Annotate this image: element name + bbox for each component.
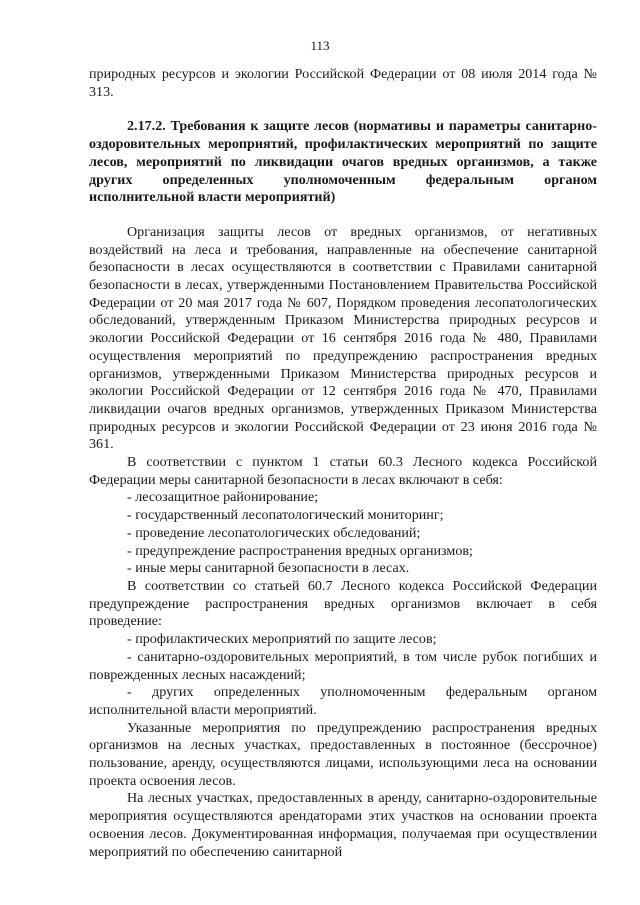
list-item: - проведение лесопатологических обследований; xyxy=(127,524,421,541)
list-item: - государственный лесопатологический мониторинг; xyxy=(127,507,444,524)
page-number: 113 xyxy=(310,38,330,53)
list-item: - лесозащитное районирование; xyxy=(127,489,319,506)
paragraph-sanitary-measures: В соответствии с пунктом 1 статьи 60.3 Лесного кодекса Российской Федерации меры санитарной безопасности в лесах включают в себя: xyxy=(89,454,597,488)
paragraph-executors: Указанные мероприятия по предупреждению распространения вредных организмов на лесных участках, предоставленных в постоянное (бессрочное) пользование, аренду, осуществляются лицами, использующими леса на основании проекта освоения лесов. xyxy=(89,719,597,789)
paragraph-organization: Организация защиты лесов от вредных организмов, от негативных воздействий на леса и требования, направленные на обеспечение санитарной безопасности в лесах осуществляются в соответствии с Правилами санитарной безопасности в лесах, утвержденными Постановлением Правительства Российской Федерации от 20 мая 2017 года № 607, Порядком проведения лесопатологических обследований, утвержденным Приказом Министерства природных ресурсов и экологии Российской Федерации от 16 сентября 2016 года № 480, Правилами осуществления мероприятий по предупреждению распространения вредных организмов, утвержденными Приказом Министерства природных ресурсов и экологии Российской Федерации от 12 сентября 2016 года № 470, Правилами ликвидации очагов вредных организмов, утвержденных Приказом Министерства природных ресурсов и экологии Российской Федерации от 23 июня 2016 года № 361. xyxy=(89,223,597,453)
list-item: - санитарно-оздоровительных мероприятий, в том числе рубок погибших и поврежденных лесных насаждений; xyxy=(89,648,597,683)
paragraph-lease: На лесных участках, предоставленных в аренду, санитарно-оздоровительные мероприятия осуществляются арендаторами этих участков на основании проекта освоения лесов. Документированная информация, получаемая при осуществлении мероприятий по обеспечению санитарной xyxy=(89,790,597,860)
section-heading: 2.17.2. Требования к защите лесов (нормативы и параметры санитарно-оздоровительных мероприятий, профилактических мероприятий по защите лесов, мероприятий по ликвидации очагов вредных организмов, а также других определенных уполномоченным федеральным органом исполнительной власти мероприятий) xyxy=(89,118,597,206)
list-item: - предупреждение распространения вредных организмов; xyxy=(127,542,473,559)
list-item: - иные меры санитарной безопасности в лесах. xyxy=(127,560,410,577)
list-item: - других определенных уполномоченным федеральным органом исполнительной власти мероприятий. xyxy=(89,684,597,718)
list-item: - профилактических мероприятий по защите лесов; xyxy=(127,631,437,648)
paragraph-prevention: В соответствии со статьей 60.7 Лесного кодекса Российской Федерации предупреждение распространения вредных организмов включает в себя проведение: xyxy=(89,577,597,630)
page-content xyxy=(89,66,597,861)
intro-text: природных ресурсов и экологии Российской Федерации от 08 июля 2014 года № 313. xyxy=(89,66,597,100)
